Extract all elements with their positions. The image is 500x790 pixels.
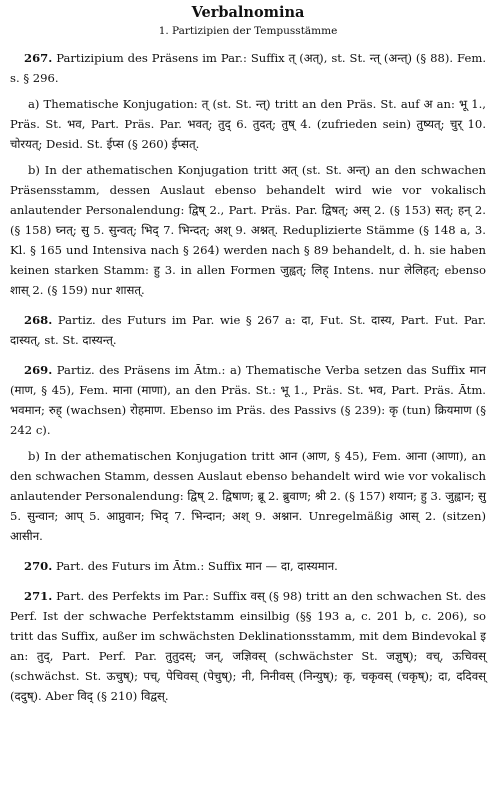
section-number: 269. [24, 363, 53, 377]
paragraph-269 [10, 360, 486, 440]
paragraph-text: Partiz. des Futurs im Par. wie § 267 a: दा, Fut. St. दास्य, Part. Fut. Par. दास्यत्, st. St. दास्यन्त्. [10, 313, 487, 347]
paragraph-text: Partizipium des Präsens im Par.: Suffix त् (अत्), st. St. न्त् (अन्त्) (§ 88). Fem. s. § 296. [10, 51, 487, 85]
paragraph-text: b) In der athematischen Konjugation tritt अत् (st. St. अन्त्) an den schwachen Präsensstamm, dessen Auslaut ebenso behandelt wird wie vor vokalisch anlautender Personalendung: द्विष् 2., Part. Präs. Par. द्विषत्; अस् 2. (§ 153) सत्; हन् 2. (§ 158) घ्नत्; सु 5. सुन्वत्; भिद् 7. भिन्दत्; अश् 9. अश्नत्. Reduplizierte Stämme (§ 148 a, 3. Kl. § 165 und Intensiva nach § 264) werden nach § 89 behandelt, d. h. sie haben keinen starken Stamm: हु 3. in allen Formen जुह्वत्; लिह् Intens. nur लेलिहत्; ebenso शास् 2. (§ 159) nur शासत्. [10, 163, 486, 297]
section-number: 270. [24, 559, 53, 573]
section-number: 268. [24, 313, 53, 327]
paragraph-267a [10, 94, 486, 154]
section-number: 271. [24, 589, 53, 603]
section-subtitle: 1. Partizipien der Tempusstämme [158, 25, 338, 37]
paragraph-267b [10, 160, 486, 300]
paragraph-269b [10, 446, 486, 546]
page-title: Verbalnomina [191, 4, 305, 21]
section-number: 267. [24, 51, 53, 65]
paragraph-text: Part. des Perfekts im Par.: Suffix वस् (§ 98) tritt an den schwachen St. des Perf. Ist der schwache Perfektstamm einsilbig (§§ 193 a, c. 201 b, c. 206), so tritt das Suffix, außer im schwächsten Deklinationsstamm, mit dem Bindevokal इ an: तुद्, Part. Perf. Par. तुतुदस्; जन्, जज्ञिवस् (schwächster St. जज्ञुष्); वच्, ऊचिवस् (schwächst. St. ऊचुष्); पच्, पेचिवस् (पेचुष्); नी, निनीवस् (निन्युष्); कृ, चकृवस् (चकृष्); दा, ददिवस् (ददुष्). Aber विद् (§ 210) विद्वस्. [10, 589, 487, 703]
paragraph-text: b) In der athematischen Konjugation tritt आन (आण, § 45), Fem. आना (आणा), an den schwachen Stamm, dessen Auslaut ebenso behandelt wird wie vor vokalisch anlautender Personalendung: द्विष् 2. द्विषाण; ब्रू 2. ब्रुवाण; श्री 2. (§ 157) शयान; हु 3. जुह्वान; सु 5. सुन्वान; आप् 5. आप्नुवान; भिद् 7. भिन्दान; अश् 9. अश्नान. Unregelmäßig आस् 2. (sitzen) आसीन. [10, 449, 486, 543]
paragraph-270 [10, 556, 486, 576]
paragraph-text: Partiz. des Präsens im Ātm.: a) Thematische Verba setzen das Suffix मान (माण, § 45), Fem. माना (माणा), an den Präs. St.: भू 1., Präs. St. भव, Part. Präs. Ātm. भवमान; रुह् (wachsen) रोहमाण. Ebenso im Präs. des Passivs (§ 239): कृ (tun) क्रियमाण (§ 242 c). [10, 363, 486, 437]
paragraph-271 [10, 586, 486, 706]
document-page [10, 4, 486, 712]
paragraph-text: Part. des Futurs im Ātm.: Suffix मान — दा, दास्यमान. [55, 559, 338, 573]
paragraph-text: a) Thematische Konjugation: त् (st. St. न्त्) tritt an den Präs. St. auf अ an: भू 1., Präs. St. भव, Part. Präs. Par. भवत्; तुद् 6. तुदत्; तुष् 4. (zufrieden sein) तुष्यत्; चुर् 10. चोरयत्; Desid. St. ईप्स (§ 260) ईप्सत्. [10, 97, 486, 151]
paragraph-268 [10, 310, 486, 350]
paragraph-267 [10, 48, 486, 88]
